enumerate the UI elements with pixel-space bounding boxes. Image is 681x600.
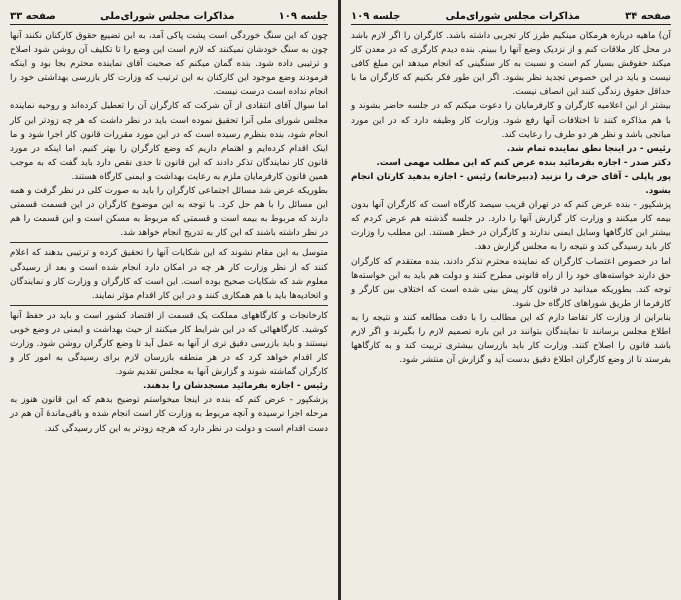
paragraph: چون که این سنگ خوردگی است پشت پاکی آمد، به این تضییع حقوق کارکنان نکنند آنها چون به سنگ خودشان نمیکنند که لازم است این وضع را تا تکلیف آن روشن شود اصلاح و ترتیبی داده شود. بنده گمان میکنم که صحبت آقای نماینده محترم بجا بود و اینکه فرمودند وضع موجود این کارکنان به این ترتیب که وزارت کار بازرسی بهداشتی خود را انجام نداده است درست نیست. [10,31,328,98]
speaker-paragraph: رئیس - اجازه بفرمائید مسجدشان را بدهند. [142,381,328,392]
page-number: صفحه ۳۳ [10,10,56,22]
section-divider [10,305,328,306]
page-title: مذاکرات مجلس شورای‌ملی [100,10,235,22]
page-body [351,29,671,594]
speaker-paragraph: پور پاپلی - آقای حرف را نزنید (دبیرخانه) رئیس - اجازه بدهید کارتان انجام بشود. [351,171,671,197]
section-divider [10,242,328,243]
paragraph: بیشتر از این اعلامیه کارگران و کارفرمایان را دعوت میکنم که در جلسه حاضر بشوند و با هم مذاکره کنند تا اختلافات آنها رفع شود. وزارت کار وظیفه دارد که در این مورد میانجی باشد و نظر هر دو طرف را رعایت کند. [351,101,671,140]
speaker-paragraph: پزشکپور - عرض کنم که بنده در اینجا میخواستم توضیح بدهم که این قانون هنوز به مرحله اجرا نرسیده و آنچه مربوط به وزارت کار است انجام شده و باقی‌ماندهٔ آن هم در دست اقدام است و دولت در نظر دارد که هرچه زودتر به این کار رسیدگی کند. [10,395,328,434]
page-session: جلسه ۱۰۹ [351,10,401,22]
speaker-paragraph: رئیس - در اینجا نطق نماینده تمام شد. [506,143,671,154]
paragraph: بطوریکه عرض شد مسائل اجتماعی کارگران را باید به صورت کلی در نظر گرفت و همه این مسائل را با هم حل کرد. با توجه به این موضوع کارگران در این قسمت قسمتی دارند که مربوط به بیمه است و قسمتی که مربوط به مسکن است و این قسمت را هم در نظر داشته باشند که این کار به تدریج انجام خواهد شد. [10,186,328,239]
paragraph: بنابراین از وزارت کار تقاضا دارم که این مطالب را با دقت مطالعه کنند و نتیجه را به اطلاع مجلس برسانند تا نمایندگان بتوانند در این باره تصمیم لازم را بگیرند و اگر لازم باشد قانون را اصلاح کنند. وزارت کار باید بازرسان بیشتری تربیت کند و به کارگاهها بفرستد تا از وضع کارگران اطلاع دقیق بدست آید و گزارش آن منتشر شود. [351,312,671,366]
paragraph: کارخانجات و کارگاههای مملکت یک قسمت از اقتصاد کشور است و باید در حفظ آنها کوشید. کارگاههائی که در این شرایط کار میکنند از حیث بهداشت و ایمنی در وضع خوبی نیستند و باید بازرسی دقیق تری از آنها به عمل آید تا وضع کارگران روشن شود. وزارت کار اقدام خواهد کرد که در هر منطقه بازرسان لازم برای رسیدگی به امور کار و کارگران گماشته شوند و گزارش آنها به مجلس تقدیم شود. [10,310,328,378]
paragraph: آن) ماهیه درباره هرمکان مینکیم طرز کار تجربی داشته باشد. کارگران را اگر لازم باشد در محل کار ملاقات کنم و از نزدیک وضع آنها را ببینم. بنده دیدم کارگری که در معدن کار میکند حقوقش بسیار کم است و نسبت به کار سنگینی که انجام میدهد این مبلغ کافی نیست و باید در این خصوص تجدید نظر بشود. اگر این طور فکر بکنیم که کارگران ما با حداقل حقوق زندگی کنند این انصاف نیست. [351,31,671,98]
page-number: صفحه ۳۴ [625,10,671,22]
paragraph: اما در خصوص اعتصاب کارگران که نماینده محترم تذکر دادند، بنده معتقدم که کارگران حق دارند خواسته‌های خود را از راه قانونی مطرح کنند و دولت هم باید به این خواسته‌ها توجه کند. بطوریکه میدانید در قانون کار پیش بینی شده است که اختلاف بین کارگر و کارفرما از طریق شوراهای کارگاه حل شود. [351,256,671,309]
paragraph: اما سوال آقای انتقادی از آن شرکت که کارگران آن را تعطیل کرده‌اند و روحیه نماینده مجلس شورای ملی آنرا تحقیق نموده است باید در نظر داشت که هر چه زودتر این کار انجام شود، بنده بنظرم رسیده است که در این مورد مقررات قانون کار اجرا شود و ما اینک اقدام کرده‌ایم و اهتمام داریم که وضع کارگران را بهتر کنیم. اما اینکه در مورد قانون کار نمایندگان تذکر دادند که این قانون تا حدی نقص دارد باید گفت که به موجب همین قانون کارفرمایان ملزم به رعایت بهداشت و ایمنی کارگاه هستند. [10,101,328,182]
paragraph: متوسل به این مقام نشوند که این شکایات آنها را تحقیق کرده و ترتیبی بدهند که اعلام کنند که از نظر وزارت کار هر چه در امکان دارد انجام شده است و بعد از رسیدگی معلوم شد که شکایات صحیح بوده است. این است که کارگران و وزارت کار و نمایندگان و اتحادیه‌ها باید با هم همکاری کنند و در این کار اقدام مؤثر نمایند. [10,248,328,301]
speaker-paragraph: دکتر صدر - اجازه بفرمائید بنده عرض کنم که این مطلب مهمی است. [376,157,671,168]
page-header [351,8,671,25]
page-title: مذاکرات مجلس شورای‌ملی [445,10,580,22]
right-page [341,0,681,600]
page-header [10,8,328,25]
page-body [10,29,328,594]
speaker-paragraph: پزشکپور - بنده عرض کنم که در تهران قریب سیصد کارگاه است که کارگران آنها بدون بیمه کار میکنند و وزارت کار گزارش آنها را دارد. در جلسه گذشته هم عرض کردم که بیشتر این کارگاهها وسایل ایمنی ندارند و کارگران در خطر هستند. این مطلب را وزارت کار باید رسیدگی کند و نتیجه را به مجلس گزارش دهد. [351,200,671,253]
page-session: جلسه ۱۰۹ [278,10,328,22]
left-page [0,0,339,600]
